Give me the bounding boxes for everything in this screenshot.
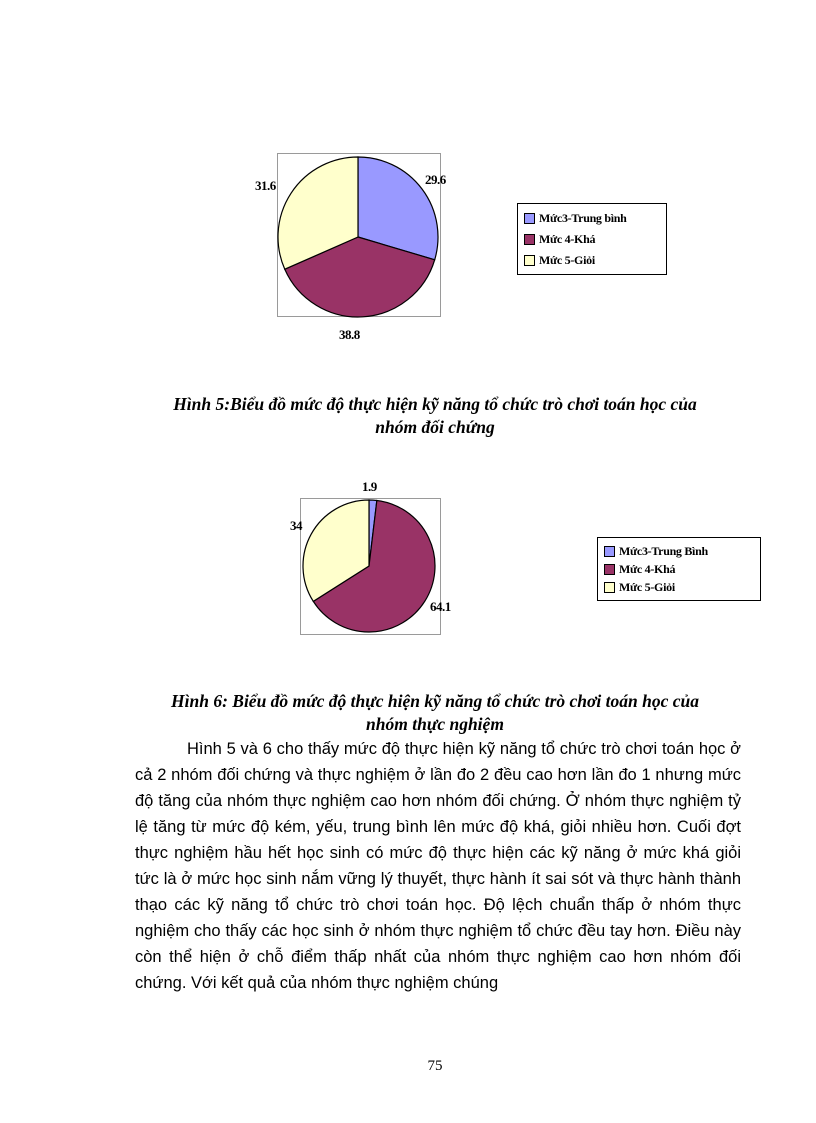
chart-6-label-slice-1: 64.1 [430, 599, 451, 614]
figure-5-caption-line-1: Hình 5:Biểu đồ mức độ thực hiện kỹ năng tổ chức trò chơi toán học của [173, 394, 697, 414]
legend-item [604, 560, 754, 578]
legend-label: Mức 4-Khá [539, 232, 596, 246]
figure-6-caption-line-1: Hình 6: Biểu đồ mức độ thực hiện kỹ năng tổ chức trò chơi toán học của [171, 691, 699, 711]
legend-label: Mức3-Trung Bình [619, 543, 708, 558]
figure-6-caption-line-2: nhóm thực nghiệm [366, 714, 504, 734]
legend-label: Mức 5-Giỏi [539, 253, 595, 267]
chart-6-legend [597, 537, 761, 601]
chart-5-label-slice-0: 29.6 [425, 172, 446, 187]
chart-5-label-slice-1: 38.8 [339, 327, 360, 342]
legend-swatch [604, 564, 615, 575]
legend-item [604, 578, 754, 596]
figure-5-caption-line-2: nhóm đối chứng [375, 417, 495, 437]
legend-label: Mức 5-Giỏi [619, 579, 675, 594]
legend-label: Mức 4-Khá [619, 561, 676, 576]
chart-6-label-slice-2: 34 [290, 518, 302, 533]
body-paragraph [135, 736, 741, 996]
body-paragraph-text: Hình 5 và 6 cho thấy mức độ thực hiện kỹ năng tổ chức trò chơi toán học ở cả 2 nhóm đối chứng và thực nghiệm ở lần đo 2 đều cao hơn lần đo 1 nhưng mức độ tăng của nhóm thực nghiệm cao hơn nhóm đối chứng. Ở nhóm thực nghiệm tỷ lệ tăng từ mức độ kém, yếu, trung bình lên mức độ khá, giỏi nhiều hơn. Cuối đợt thực nghiệm hầu hết học sinh có mức độ thực hiện các kỹ năng ở mức khá giỏi tức là ở mức học sinh nắm vững lý thuyết, thực hành ít sai sót và thực hành thành thạo các kỹ năng tổ chức trò chơi toán học. Độ lệch chuẩn thấp ở nhóm thực nghiệm cho thấy các học sinh ở nhóm thực nghiệm tổ chức đều tay hơn. Điều này còn thể hiện ở chỗ điểm thấp nhất của nhóm thực nghiệm cao hơn nhóm đối chứng. Với kết quả của nhóm thực nghiệm chúng [135, 740, 741, 992]
chart-6-label-slice-0: 1.9 [362, 479, 377, 494]
legend-swatch [604, 546, 615, 557]
chart-5-label-slice-2: 31.6 [255, 178, 276, 193]
figure-6-caption [100, 690, 770, 736]
legend-item [604, 542, 754, 560]
legend-swatch [604, 582, 615, 593]
legend-label: Mức3-Trung bình [539, 211, 627, 225]
page-number: 75 [427, 1058, 443, 1074]
